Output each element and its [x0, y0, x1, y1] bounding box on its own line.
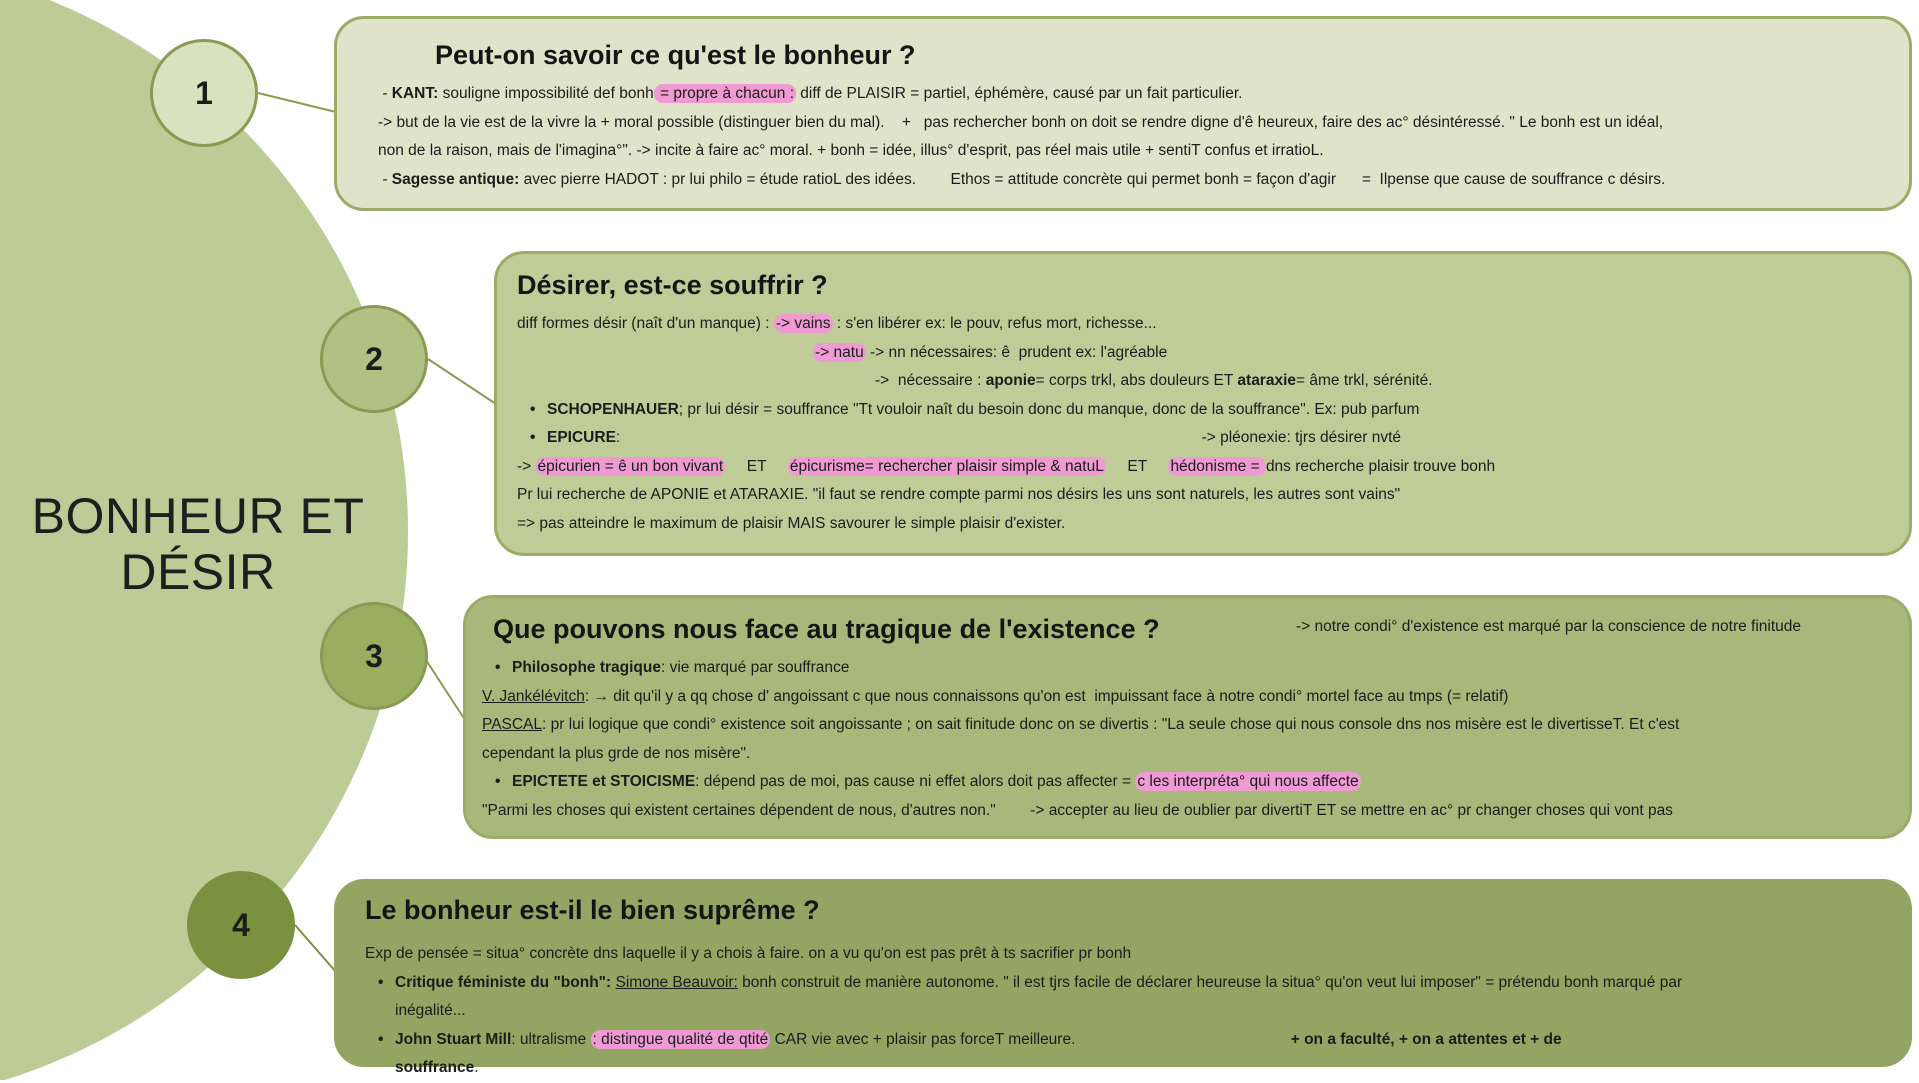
highlighted-text: épicurisme= rechercher plaisir simple & natuL	[789, 457, 1104, 475]
text-segment: -	[378, 85, 392, 102]
text-line	[482, 740, 1891, 769]
text-segment: "Parmi les choses qui existent certaines dépendent de nous, d'autres non." -> accepter au lieu de oublier par divertiT ET se mettre en ac° pr changer choses qui vont pas	[482, 801, 1673, 819]
text-segment: = âme trkl, sérénité.	[1296, 372, 1433, 389]
text-segment: : ultralisme	[511, 1030, 591, 1048]
bold-text: Philosophe tragique	[512, 659, 661, 676]
text-segment: bonh construit de manière autonome. " il est tjrs facile de déclarer heureuse la situa° qu'on veut lui imposer" = prétendu bonh marqué par	[737, 973, 1683, 991]
connector-3	[426, 660, 465, 720]
text-segment: souligne impossibilité def bonh	[438, 85, 654, 102]
bold-text: EPICURE	[547, 429, 616, 446]
section-body	[517, 310, 1891, 538]
section-note: -> notre condi° d'existence est marqué par la conscience de notre finitude	[1296, 618, 1802, 635]
bold-text: aponie	[985, 372, 1036, 389]
text-segment: Exp de pensée = situa° concrète dns laquelle il y a chois à faire. on a vu qu'on est pas prêt à ts sacrifier pr bonh	[365, 945, 1132, 962]
section-body	[482, 654, 1891, 825]
section-title: Le bonheur est-il le bien suprême ?	[365, 895, 820, 925]
main-title	[18, 488, 378, 600]
text-line	[482, 797, 1891, 826]
underlined-text: V. Jankélévitch	[482, 687, 585, 705]
bold-text: + on a faculté, + on a attentes et + de	[1290, 1030, 1562, 1048]
text-line	[517, 453, 1891, 482]
text-line	[517, 310, 1891, 339]
bold-text: ataraxie	[1237, 372, 1297, 389]
text-segment: .	[474, 1059, 479, 1076]
bold-text: John Stuart Mill	[395, 1030, 512, 1048]
highlighted-text: = propre à chacun :	[655, 85, 794, 102]
underlined-text: PASCAL	[482, 716, 543, 733]
section-title: Désirer, est-ce souffrir ?	[517, 270, 828, 300]
text-segment: diff formes désir (naît d'un manque) :	[517, 315, 774, 332]
text-line	[378, 137, 1891, 166]
highlighted-text: épicurien = ê un bon vivant	[537, 457, 724, 475]
bullet-item	[365, 969, 1891, 998]
text-line	[517, 510, 1891, 539]
bullet-item	[517, 424, 1891, 453]
text-line	[378, 166, 1891, 195]
highlighted-text: c les interpréta° qui nous affecte	[1137, 773, 1359, 790]
underlined-text: Simone Beauvoir:	[615, 973, 738, 991]
section-card-4	[334, 879, 1912, 1076]
text-segment: : -> pléonexie: tjrs désirer nvté	[615, 429, 1402, 446]
section-body	[365, 940, 1891, 1083]
text-line	[365, 1054, 1891, 1083]
text-line	[517, 481, 1891, 510]
text-segment: ET	[725, 457, 788, 475]
text-segment: -> but de la vie est de la vivre la + moral possible (distinguer bien du mal). + pas rechercher bonh on doit se rendre digne d'ê heureux, faire des ac° désintéressé. " Le bonh est un idéal,	[378, 113, 1664, 131]
text-segment: cependant la plus grde de nos misère".	[482, 744, 751, 762]
section-card-3	[463, 595, 1912, 839]
bold-text: souffrance	[395, 1059, 475, 1076]
text-segment: : dépend pas de moi, pas cause ni effet alors doit pas affecter =	[695, 773, 1136, 790]
text-segment: CAR vie avec + plaisir pas forceT meilleure.	[770, 1030, 1291, 1048]
text-segment: -> nécessaire :	[875, 372, 986, 389]
bold-text: SCHOPENHAUER	[547, 400, 679, 418]
text-segment: : → dit qu'il y a qq chose d' angoissant c que nous connaissons qu'on est impuissant face à notre condi° mortel face au tmps (= relatif)	[584, 687, 1509, 705]
text-segment: : s'en libérer ex: le pouv, refus mort, richesse...	[832, 315, 1157, 332]
text-segment: avec pierre HADOT : pr lui philo = étude ratioL des idées. Ethos = attitude concrète qui permet bonh = façon d'agir = Ilpense que cause de souffrance c désirs.	[519, 170, 1666, 188]
text-line	[365, 940, 1891, 969]
text-segment: ET	[1105, 457, 1169, 475]
highlighted-text: -> natu	[815, 343, 864, 361]
bold-text: Sagesse antique:	[391, 170, 520, 188]
text-segment: inégalité...	[395, 1002, 466, 1019]
connector-2	[428, 359, 496, 404]
connector-1	[258, 93, 336, 112]
bullet-item	[517, 396, 1891, 425]
text-segment: = corps trkl, abs douleurs ET	[1035, 372, 1238, 389]
section-title: Que pouvons nous face au tragique de l'existence ?	[493, 614, 1160, 644]
section-body	[378, 80, 1891, 194]
section-number-4: 4	[187, 871, 295, 979]
text-line	[365, 997, 1891, 1026]
bullet-item	[482, 654, 1891, 683]
bold-text: EPICTETE et STOICISME	[512, 773, 696, 790]
text-segment: : vie marqué par souffrance	[660, 659, 850, 676]
highlighted-text: -> vains	[775, 315, 831, 332]
section-title: Peut-on savoir ce qu'est le bonheur ?	[435, 40, 916, 70]
main-title-line-2: DÉSIR	[120, 544, 276, 600]
text-segment: ->	[517, 457, 536, 475]
text-line	[378, 80, 1891, 109]
text-line	[482, 683, 1891, 712]
section-number-2: 2	[320, 305, 428, 413]
bullet-item	[482, 768, 1891, 797]
highlighted-text: : distingue qualité de qtité	[592, 1030, 769, 1048]
text-line	[378, 109, 1891, 138]
text-segment: dns recherche plaisir trouve bonh	[1265, 457, 1496, 475]
section-card-2	[494, 251, 1912, 556]
text-segment: diff de PLAISIR = partiel, éphémère, causé par un fait particulier.	[796, 85, 1243, 102]
bullet-item	[365, 1026, 1891, 1055]
text-segment: => pas atteindre le maximum de plaisir MAIS savourer le simple plaisir d'exister.	[517, 514, 1066, 532]
text-segment: ; pr lui désir = souffrance "Tt vouloir naît du besoin donc du manque, donc de la souffrance". Ex: pub parfum	[678, 400, 1420, 418]
text-segment: : pr lui logique que condi° existence soit angoissante ; on sait finitude donc on se divertis : "La seule chose qui nous console dns nos misère est le divertisseT. Et c'est	[542, 716, 1680, 733]
text-segment: -> nn nécessaires: ê prudent ex: l'agréable	[865, 343, 1168, 361]
text-line	[517, 367, 1891, 396]
text-segment: -	[378, 170, 392, 188]
section-number-3: 3	[320, 602, 428, 710]
text-segment: Pr lui recherche de APONIE et ATARAXIE. "il faut se rendre compte parmi nos désirs les uns sont naturels, les autres sont vains"	[517, 486, 1401, 503]
highlighted-text: hédonisme =	[1170, 457, 1264, 475]
main-title-line-1: BONHEUR ET	[31, 488, 365, 544]
connector-4	[295, 925, 336, 972]
text-segment: non de la raison, mais de l'imagina°". -> incite à faire ac° moral. + bonh = idée, illus° d'esprit, pas réel mais utile + sentiT confus et irratioL.	[378, 142, 1324, 159]
bold-text: KANT:	[391, 85, 439, 102]
bold-text: Critique féministe du "bonh":	[395, 973, 612, 991]
text-line	[482, 711, 1891, 740]
text-line	[517, 339, 1891, 368]
section-number-1: 1	[150, 39, 258, 147]
section-card-1	[334, 16, 1912, 211]
